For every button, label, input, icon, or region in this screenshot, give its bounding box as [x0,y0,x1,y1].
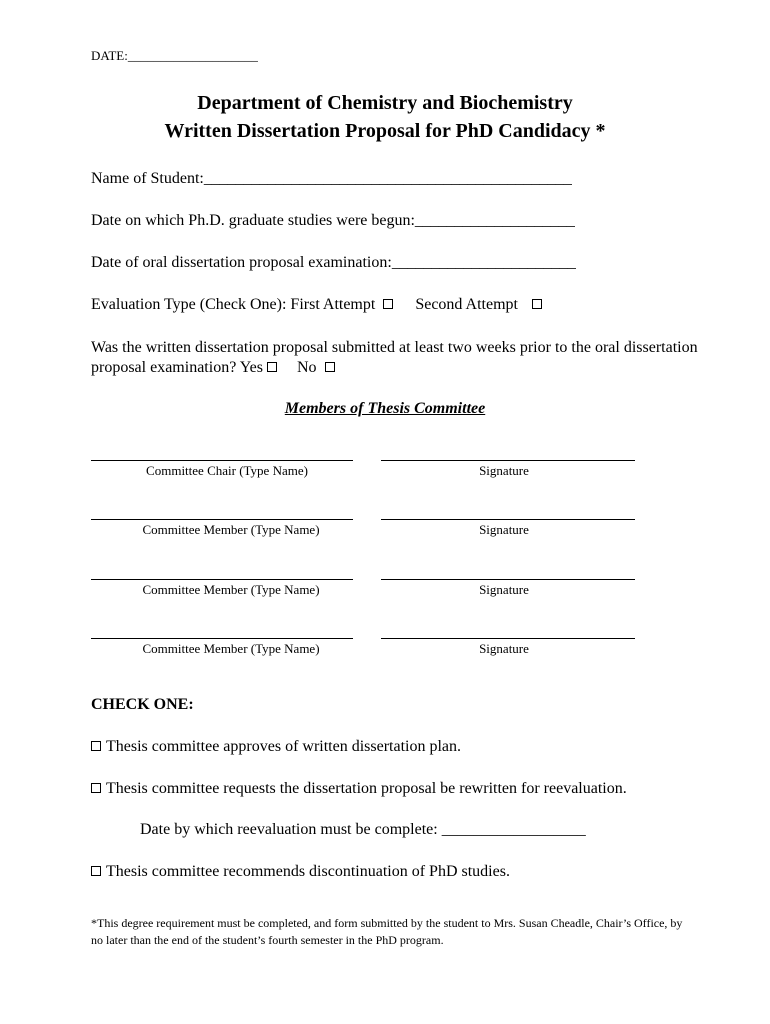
reevaluation-date-field[interactable] [140,821,586,839]
committee-name-line[interactable] [91,638,353,639]
committee-name-caption: Committee Chair (Type Name) [146,463,308,478]
committee-signature-caption: Signature [479,641,529,656]
student-name-blank[interactable]: ______________________________________________ [203,170,572,187]
yes-checkbox[interactable] [267,362,277,372]
oral-exam-date-field[interactable] [91,254,576,272]
discontinue-label: Thesis committee recommends discontinuation of PhD studies. [106,863,510,880]
first-attempt-label: First Attempt [290,296,376,313]
discontinue-checkbox[interactable] [91,866,101,876]
student-name-field[interactable] [91,170,572,188]
check-one-heading: CHECK ONE: [91,696,194,713]
evaluation-type-row [91,296,544,314]
committee-signature-line[interactable] [381,519,635,520]
footnote: *This degree requirement must be completed, and form submitted by the student to Mrs. Susan Cheadle, Chair’s Office, by no later than the end of the student’s fourth semester in the PhD program. [91,916,683,947]
committee-heading: Members of Thesis Committee [284,400,486,417]
second-attempt-checkbox[interactable] [532,299,542,309]
committee-name-line[interactable] [91,519,353,520]
timely-submission-question [91,338,711,378]
committee-signature-line[interactable] [381,579,635,580]
yes-label: Yes [239,359,263,376]
date-label: DATE: [91,48,128,63]
approve-option[interactable] [91,738,461,756]
department-title: Department of Chemistry and Biochemistry [197,92,573,114]
start-date-field[interactable] [91,212,575,230]
rewrite-checkbox[interactable] [91,783,101,793]
question-text: Was the written dissertation proposal submitted at least two weeks prior to the oral dissertation proposal examination? [91,339,698,376]
approve-label: Thesis committee approves of written dissertation plan. [106,738,462,755]
rewrite-label: Thesis committee requests the dissertation proposal be rewritten for reevaluation. [106,780,627,797]
oral-exam-date-label: Date of oral dissertation proposal examination: [91,254,392,271]
committee-name-line[interactable] [91,579,353,580]
committee-signature-caption: Signature [479,522,529,537]
approve-checkbox[interactable] [91,741,101,751]
evaluation-type-label: Evaluation Type (Check One): [91,296,287,313]
date-blank[interactable]: ____________________ [127,48,258,63]
reevaluation-date-label: Date by which reevaluation must be complete: [140,821,438,838]
oral-exam-date-blank[interactable]: _______________________ [391,254,576,271]
date-field[interactable] [91,48,258,64]
committee-name-caption: Committee Member (Type Name) [142,582,320,597]
committee-name-line[interactable] [91,460,353,461]
first-attempt-checkbox[interactable] [383,299,393,309]
discontinue-option[interactable] [91,863,510,881]
committee-signature-line[interactable] [381,638,635,639]
start-date-blank[interactable]: ____________________ [414,212,575,229]
committee-name-caption: Committee Member (Type Name) [142,522,320,537]
no-checkbox[interactable] [325,362,335,372]
committee-name-caption: Committee Member (Type Name) [142,641,320,656]
start-date-label: Date on which Ph.D. graduate studies were begun: [91,212,415,229]
no-label: No [296,359,317,376]
rewrite-option[interactable] [91,780,627,798]
reevaluation-date-blank[interactable]: __________________ [441,821,586,838]
student-name-label: Name of Student: [91,170,204,187]
form-title: Written Dissertation Proposal for PhD Candidacy * [164,120,606,142]
committee-signature-caption: Signature [479,463,529,478]
committee-signature-caption: Signature [479,582,529,597]
committee-signature-line[interactable] [381,460,635,461]
second-attempt-label: Second Attempt [415,296,518,313]
